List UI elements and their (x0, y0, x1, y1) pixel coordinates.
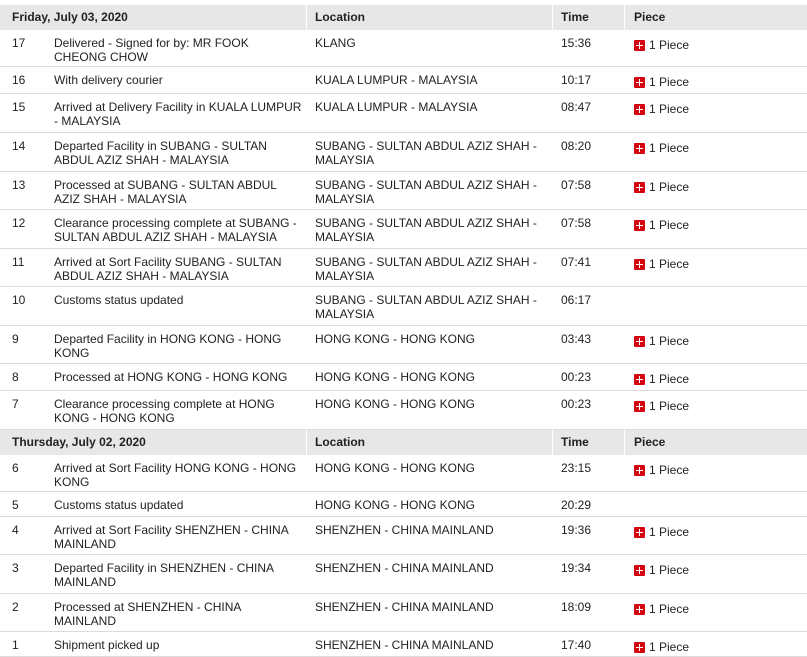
expand-plus-icon[interactable] (634, 565, 645, 576)
header-divider (624, 430, 625, 455)
event-location: HONG KONG - HONG KONG (315, 370, 476, 384)
event-number: 7 (12, 397, 19, 411)
expand-plus-icon[interactable] (634, 465, 645, 476)
event-location: KUALA LUMPUR - MALAYSIA (315, 100, 478, 114)
event-number: 16 (12, 73, 26, 87)
piece-toggle[interactable] (634, 334, 689, 348)
event-location: SUBANG - SULTAN ABDUL AZIZ SHAH - MALAYSIA (315, 216, 537, 244)
table-row (0, 517, 807, 555)
header-divider (306, 430, 307, 455)
table-row (0, 555, 807, 594)
event-time: 07:58 (561, 216, 592, 230)
expand-plus-icon[interactable] (634, 336, 645, 347)
event-time: 07:58 (561, 178, 592, 192)
event-description: Processed at HONG KONG - HONG KONG (54, 370, 288, 384)
expand-plus-icon[interactable] (634, 527, 645, 538)
piece-toggle[interactable] (634, 640, 689, 654)
expand-plus-icon[interactable] (634, 374, 645, 385)
event-location: HONG KONG - HONG KONG (315, 498, 476, 512)
column-header-location: Location (315, 435, 365, 449)
table-row (0, 594, 807, 632)
event-time: 06:17 (561, 293, 592, 307)
piece-label: 1 Piece (649, 372, 690, 386)
expand-plus-icon[interactable] (634, 143, 645, 154)
event-description: Delivered - Signed for by: MR FOOK CHEONG CHOW (54, 36, 249, 64)
header-divider (624, 5, 625, 30)
event-number: 2 (12, 600, 19, 614)
date-header-label: Friday, July 03, 2020 (12, 10, 128, 24)
event-location: SUBANG - SULTAN ABDUL AZIZ SHAH - MALAYSIA (315, 139, 537, 167)
event-time: 03:43 (561, 332, 592, 346)
expand-plus-icon[interactable] (634, 220, 645, 231)
table-row (0, 249, 807, 287)
piece-label: 1 Piece (649, 399, 690, 413)
piece-label: 1 Piece (649, 75, 690, 89)
event-location: SUBANG - SULTAN ABDUL AZIZ SHAH - MALAYSIA (315, 293, 537, 321)
event-number: 17 (12, 36, 26, 50)
table-row (0, 172, 807, 210)
event-description: Customs status updated (54, 293, 184, 307)
event-time: 10:17 (561, 73, 592, 87)
event-location: HONG KONG - HONG KONG (315, 397, 476, 411)
event-description: Arrived at Sort Facility SUBANG - SULTAN ABDUL AZIZ SHAH - MALAYSIA (54, 255, 282, 283)
event-description: Arrived at Sort Facility SHENZHEN - CHINA MAINLAND (54, 523, 289, 551)
event-description: Departed Facility in SHENZHEN - CHINA MAINLAND (54, 561, 274, 589)
event-location: SHENZHEN - CHINA MAINLAND (315, 638, 494, 652)
date-header (0, 5, 807, 30)
table-row (0, 326, 807, 364)
event-time: 15:36 (561, 36, 592, 50)
event-description: Clearance processing complete at SUBANG - SULTAN ABDUL AZIZ SHAH - MALAYSIA (54, 216, 297, 244)
header-divider (552, 5, 553, 30)
event-location: KLANG (315, 36, 356, 50)
event-time: 00:23 (561, 370, 592, 384)
table-row (0, 133, 807, 172)
expand-plus-icon[interactable] (634, 642, 645, 653)
expand-plus-icon[interactable] (634, 259, 645, 270)
event-description: Clearance processing complete at HONG KONG - HONG KONG (54, 397, 275, 425)
table-row (0, 30, 807, 67)
event-number: 10 (12, 293, 26, 307)
table-row (0, 94, 807, 133)
column-header-time: Time (561, 435, 589, 449)
piece-toggle[interactable] (634, 257, 689, 271)
event-time: 08:20 (561, 139, 592, 153)
piece-toggle[interactable] (634, 525, 689, 539)
piece-toggle[interactable] (634, 75, 689, 89)
header-divider (306, 5, 307, 30)
event-number: 5 (12, 498, 19, 512)
event-number: 14 (12, 139, 26, 153)
piece-toggle[interactable] (634, 563, 689, 577)
table-row (0, 364, 807, 391)
event-location: HONG KONG - HONG KONG (315, 332, 476, 346)
piece-label: 1 Piece (649, 257, 690, 271)
event-description: Processed at SHENZHEN - CHINA MAINLAND (54, 600, 241, 628)
table-row (0, 391, 807, 430)
expand-plus-icon[interactable] (634, 40, 645, 51)
event-time: 20:29 (561, 498, 592, 512)
date-header (0, 430, 807, 455)
piece-label: 1 Piece (649, 38, 690, 52)
event-time: 07:41 (561, 255, 592, 269)
date-header-label: Thursday, July 02, 2020 (12, 435, 146, 449)
table-row (0, 632, 807, 657)
event-location: SHENZHEN - CHINA MAINLAND (315, 561, 494, 575)
piece-label: 1 Piece (649, 525, 690, 539)
event-number: 6 (12, 461, 19, 475)
piece-toggle[interactable] (634, 372, 689, 386)
table-row (0, 210, 807, 249)
event-description: Customs status updated (54, 498, 184, 512)
event-number: 12 (12, 216, 26, 230)
event-number: 4 (12, 523, 19, 537)
header-divider (552, 430, 553, 455)
event-description: Departed Facility in SUBANG - SULTAN ABDUL AZIZ SHAH - MALAYSIA (54, 139, 267, 167)
event-time: 08:47 (561, 100, 592, 114)
piece-toggle[interactable] (634, 102, 689, 116)
event-number: 15 (12, 100, 26, 114)
piece-toggle[interactable] (634, 38, 689, 52)
expand-plus-icon[interactable] (634, 401, 645, 412)
column-header-piece: Piece (634, 10, 666, 24)
piece-label: 1 Piece (649, 563, 690, 577)
event-description: Shipment picked up (54, 638, 160, 652)
event-location: SUBANG - SULTAN ABDUL AZIZ SHAH - MALAYSIA (315, 178, 537, 206)
event-description: Arrived at Delivery Facility in KUALA LUMPUR - MALAYSIA (54, 100, 302, 128)
event-description: Processed at SUBANG - SULTAN ABDUL AZIZ SHAH - MALAYSIA (54, 178, 277, 206)
piece-label: 1 Piece (649, 334, 690, 348)
table-row (0, 67, 807, 94)
event-time: 00:23 (561, 397, 592, 411)
piece-toggle[interactable] (634, 463, 689, 477)
piece-label: 1 Piece (649, 640, 690, 654)
piece-label: 1 Piece (649, 180, 690, 194)
event-time: 17:40 (561, 638, 592, 652)
event-location: HONG KONG - HONG KONG (315, 461, 476, 475)
event-time: 19:36 (561, 523, 592, 537)
column-header-time: Time (561, 10, 589, 24)
event-time: 19:34 (561, 561, 592, 575)
event-description: Departed Facility in HONG KONG - HONG KONG (54, 332, 282, 360)
expand-plus-icon[interactable] (634, 77, 645, 88)
event-number: 11 (12, 255, 25, 269)
event-number: 9 (12, 332, 19, 346)
table-row (0, 287, 807, 326)
table-row (0, 492, 807, 517)
event-location: SUBANG - SULTAN ABDUL AZIZ SHAH - MALAYSIA (315, 255, 537, 283)
expand-plus-icon[interactable] (634, 182, 645, 193)
piece-toggle[interactable] (634, 602, 689, 616)
piece-toggle[interactable] (634, 218, 689, 232)
column-header-piece: Piece (634, 435, 666, 449)
event-location: SHENZHEN - CHINA MAINLAND (315, 600, 494, 614)
piece-toggle[interactable] (634, 399, 689, 413)
piece-label: 1 Piece (649, 602, 690, 616)
piece-toggle[interactable] (634, 180, 689, 194)
event-description: With delivery courier (54, 73, 163, 87)
event-description: Arrived at Sort Facility HONG KONG - HONG KONG (54, 461, 297, 489)
event-time: 23:15 (561, 461, 592, 475)
event-number: 8 (12, 370, 19, 384)
piece-toggle[interactable] (634, 141, 689, 155)
piece-label: 1 Piece (649, 463, 690, 477)
event-number: 3 (12, 561, 19, 575)
piece-label: 1 Piece (649, 218, 690, 232)
event-number: 13 (12, 178, 26, 192)
expand-plus-icon[interactable] (634, 104, 645, 115)
expand-plus-icon[interactable] (634, 604, 645, 615)
table-row (0, 455, 807, 492)
piece-label: 1 Piece (649, 102, 690, 116)
column-header-location: Location (315, 10, 365, 24)
piece-label: 1 Piece (649, 141, 690, 155)
event-time: 18:09 (561, 600, 592, 614)
event-location: SHENZHEN - CHINA MAINLAND (315, 523, 494, 537)
event-number: 1 (12, 638, 19, 652)
event-location: KUALA LUMPUR - MALAYSIA (315, 73, 478, 87)
